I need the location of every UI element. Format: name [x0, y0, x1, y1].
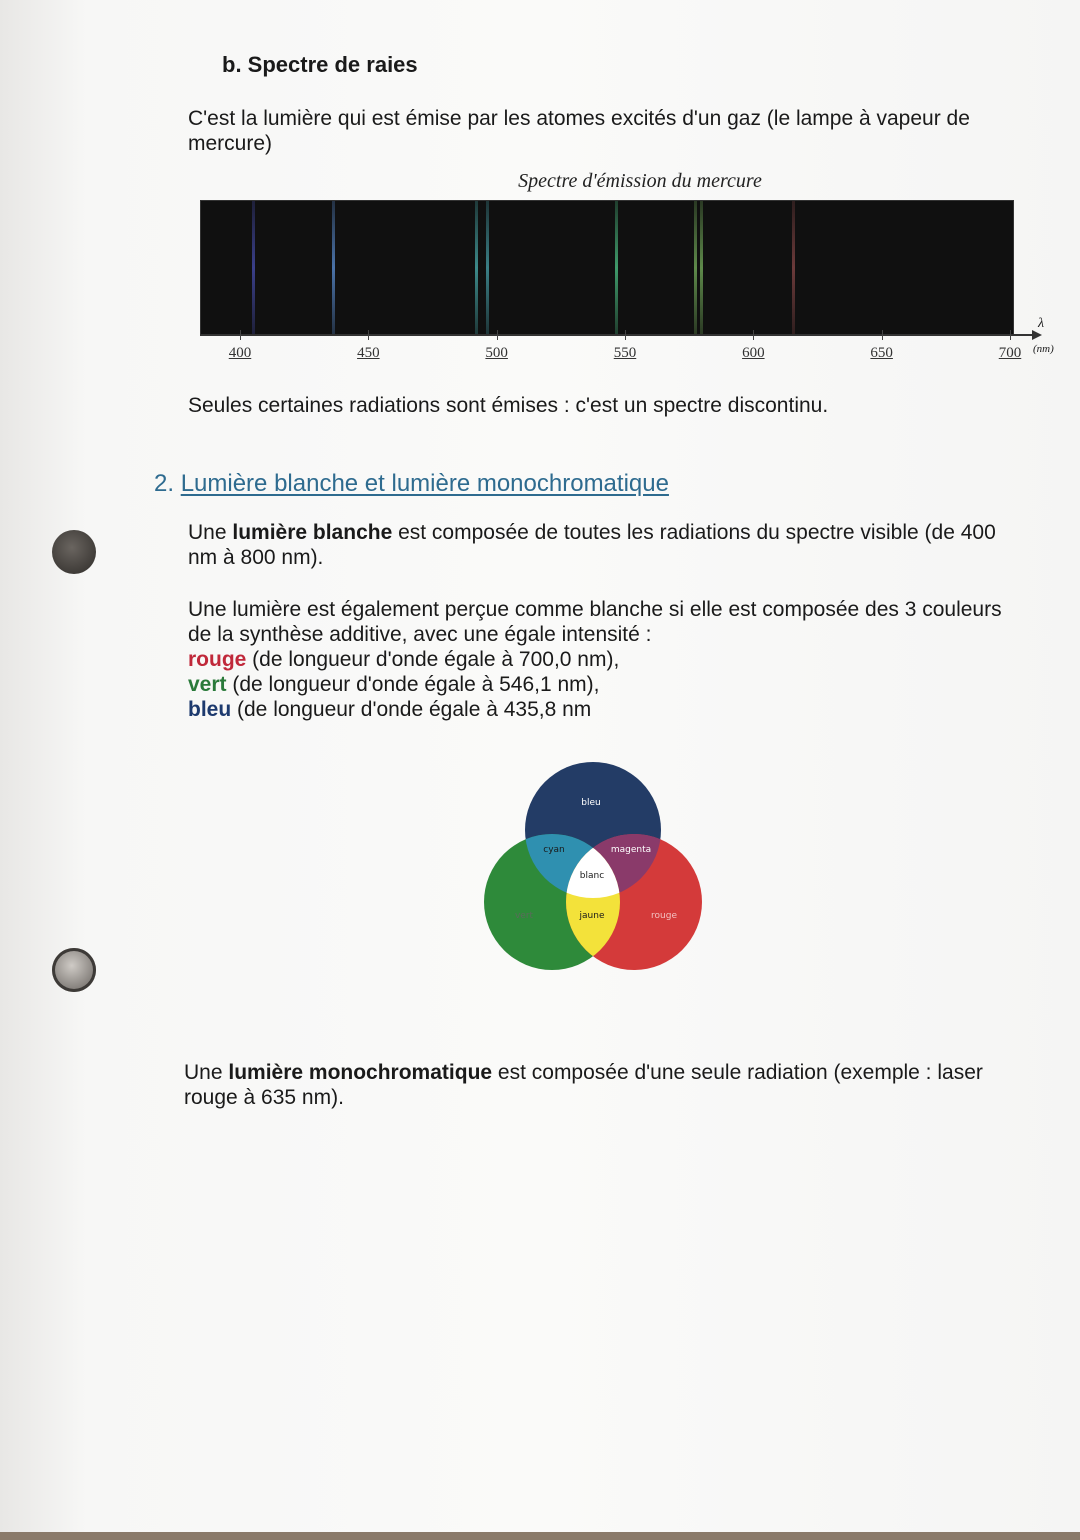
emission-line — [700, 201, 703, 335]
axis-tick — [497, 330, 498, 340]
heading-title: Lumière blanche et lumière monochromatique — [180, 470, 669, 497]
word-rouge: rouge — [188, 648, 247, 671]
axis-lambda-label: λ — [1038, 316, 1045, 331]
axis-unit-label: (nm) — [1033, 343, 1054, 355]
emission-line — [615, 201, 618, 335]
text-fragment: Une — [184, 1061, 229, 1084]
heading-lumiere-blanche-monochromatique — [154, 470, 669, 498]
spectrum-title: Spectre d'émission du mercure — [518, 170, 762, 192]
label-bleu: bleu — [581, 798, 601, 808]
heading-number: 2. — [154, 470, 175, 497]
term-lumiere-monochromatique: lumière monochromatique — [228, 1061, 493, 1084]
axis-tick-label: 500 — [485, 345, 508, 361]
additive-intro: Une lumière est également perçue comme blanche si elle est composée des 3 couleurs de la synthèse additive, avec une égale intensité : — [188, 598, 1002, 646]
emission-spectrum-band — [200, 200, 1014, 336]
emission-line — [475, 201, 478, 335]
label-blanc: blanc — [579, 871, 605, 881]
table-edge — [0, 1532, 1080, 1540]
axis-tick — [240, 330, 241, 340]
spectrum-caption: Seules certaines radiations sont émises : c'est un spectre discontinu. — [188, 394, 829, 417]
paragraph-lumiere-blanche — [188, 520, 1008, 570]
paragraph-synthese-additive — [188, 597, 1008, 722]
paragraph-spectre-de-raies: C'est la lumière qui est émise par les atomes excités d'un gaz (le lampe à vapeur de mercure) — [188, 107, 970, 155]
wavelength-axis — [200, 334, 1034, 336]
axis-tick-label: 550 — [613, 345, 637, 361]
paragraph-lumiere-monochromatique — [184, 1060, 1004, 1110]
axis-tick — [368, 330, 369, 340]
label-vert: vert — [514, 911, 534, 921]
bleu-description: (de longueur d'onde égale à 435,8 nm — [231, 698, 592, 721]
punch-hole-top — [52, 530, 96, 574]
emission-line — [486, 201, 489, 335]
rouge-description: (de longueur d'onde égale à 700,0 nm), — [246, 648, 620, 671]
axis-tick — [1010, 330, 1011, 340]
axis-tick-label: 650 — [870, 345, 893, 361]
axis-tick — [625, 330, 626, 340]
emission-line — [694, 201, 697, 335]
emission-line — [252, 201, 255, 335]
axis-tick-label: 450 — [357, 345, 380, 361]
axis-tick-label: 700 — [998, 345, 1022, 361]
text-fragment: Une — [188, 521, 233, 544]
label-magenta: magenta — [610, 845, 652, 855]
word-vert: vert — [188, 673, 227, 696]
term-lumiere-blanche: lumière blanche — [232, 521, 393, 544]
axis-tick — [753, 330, 754, 340]
text-fragment: est composée d'une seule radiation (exemple : laser rouge à 635 nm). — [184, 1061, 983, 1109]
word-bleu: bleu — [188, 698, 232, 721]
heading-spectre-de-raies: b. Spectre de raies — [222, 52, 418, 77]
label-cyan: cyan — [543, 845, 565, 855]
label-jaune: jaune — [579, 911, 605, 921]
axis-tick-label: 400 — [228, 345, 252, 361]
additive-synthesis-venn-diagram — [480, 760, 706, 974]
emission-line — [332, 201, 335, 335]
text-fragment: est composée de toutes les radiations du spectre visible (de 400 nm à 800 nm). — [188, 521, 996, 569]
punch-hole-bottom — [52, 948, 96, 992]
axis-tick-label: 600 — [742, 345, 765, 361]
vert-description: (de longueur d'onde égale à 546,1 nm), — [226, 673, 600, 696]
label-rouge: rouge — [651, 911, 677, 921]
emission-line — [792, 201, 795, 335]
axis-tick — [882, 330, 883, 340]
